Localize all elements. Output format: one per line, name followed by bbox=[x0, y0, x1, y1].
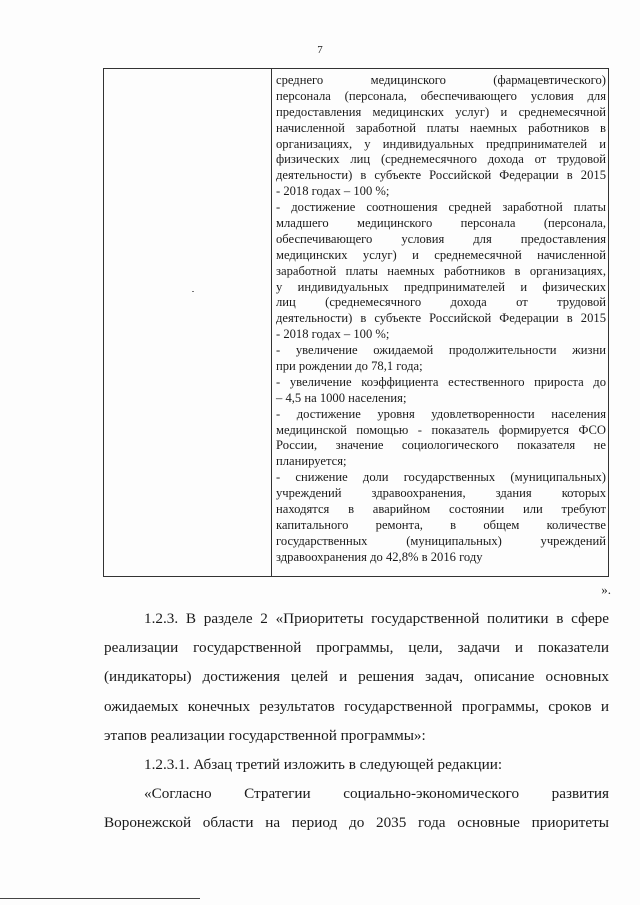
cell-line: организациях, у индивидуальных предпринимателей и bbox=[276, 136, 606, 151]
paragraph-line: (индикаторы) достижения целей и решения задач, описание основных bbox=[104, 668, 609, 686]
cell-line: России, значение социологического показателя не bbox=[276, 438, 606, 453]
paragraph-line: «Согласно Стратегии социально-экономического развития bbox=[144, 785, 609, 803]
cell-line: при рождении до 78,1 года; bbox=[276, 359, 423, 374]
cell-line: - достижение соотношения средней заработной платы bbox=[276, 200, 606, 215]
cell-line: - увеличение коэффициента естественного прироста до bbox=[276, 374, 606, 389]
cell-line: государственных (муниципальных) учреждений bbox=[276, 533, 606, 548]
cell-line: физических лиц (среднемесячного дохода от трудовой bbox=[276, 152, 606, 167]
cell-line: - 2018 годах – 100 %; bbox=[276, 184, 390, 199]
column-divider bbox=[271, 69, 272, 576]
paragraph-line: Воронежской области на период до 2035 года основные приоритеты bbox=[104, 814, 609, 832]
cell-line: среднего медицинского (фармацевтического) bbox=[276, 73, 606, 87]
cell-line: медицинской помощью - показатель формируется ФСО bbox=[276, 422, 606, 437]
cell-line: – 4,5 на 1000 населения; bbox=[276, 390, 407, 405]
cell-line: медицинских услуг) и среднемесячной начисленной bbox=[276, 247, 606, 262]
cell-line: находятся в аварийном состоянии или требуют bbox=[276, 502, 606, 517]
paragraph-line: ожидаемых конечных результатов государственной программы, сроков и bbox=[104, 697, 609, 715]
cell-line: - снижение доли государственных (муниципальных) bbox=[276, 470, 606, 485]
cell-line: лиц (среднемесячного дохода от трудовой bbox=[276, 295, 606, 310]
cell-line: персонала (персонала, обеспечивающего условия для bbox=[276, 88, 606, 103]
table-cell-text bbox=[276, 73, 606, 566]
cell-line: у индивидуальных предпринимателей и физических bbox=[276, 279, 606, 294]
cell-line: деятельности) в субъекте Российской Федерации в 2015 bbox=[276, 311, 606, 326]
cell-line: деятельности) в субъекте Российской Федерации в 2015 bbox=[276, 168, 606, 183]
cell-line: предоставления медицинских услуг) и среднемесячной bbox=[276, 104, 606, 119]
body-text bbox=[104, 604, 609, 838]
cell-line: здравоохранения до 42,8% в 2016 году bbox=[276, 549, 483, 564]
cell-line: младшего медицинского персонала (персонала, bbox=[276, 216, 606, 231]
paragraph-line: 1.2.3.1. Абзац третий изложить в следующей редакции: bbox=[144, 755, 503, 773]
closing-quote: ». bbox=[601, 582, 611, 597]
continued-table bbox=[103, 68, 609, 577]
cell-line: учреждений здравоохранения, здания которых bbox=[276, 486, 606, 501]
cell-line: - увеличение ожидаемой продолжительности жизни bbox=[276, 343, 606, 358]
paragraph-line: этапов реализации государственной программы»: bbox=[104, 726, 426, 744]
cell-line: планируется; bbox=[276, 454, 347, 469]
paragraph-line: реализации государственной программы, цели, задачи и показатели bbox=[104, 639, 609, 657]
cell-line: заработной платы наемных работников в организациях, bbox=[276, 263, 606, 278]
paragraph-line: 1.2.3. В разделе 2 «Приоритеты государственной политики в сфере bbox=[144, 610, 609, 627]
cell-line: начисленной заработной платы наемных работников в bbox=[276, 120, 606, 135]
page-number: 7 bbox=[317, 44, 323, 56]
cell-line: обеспечивающего условия для предоставления bbox=[276, 231, 606, 246]
footnote-rule bbox=[0, 898, 200, 899]
cell-line: - достижение уровня удовлетворенности населения bbox=[276, 406, 606, 421]
left-cell-mark bbox=[192, 291, 194, 292]
cell-line: капитального ремонта, в общем количестве bbox=[276, 517, 606, 532]
cell-line: - 2018 годах – 100 %; bbox=[276, 327, 390, 342]
